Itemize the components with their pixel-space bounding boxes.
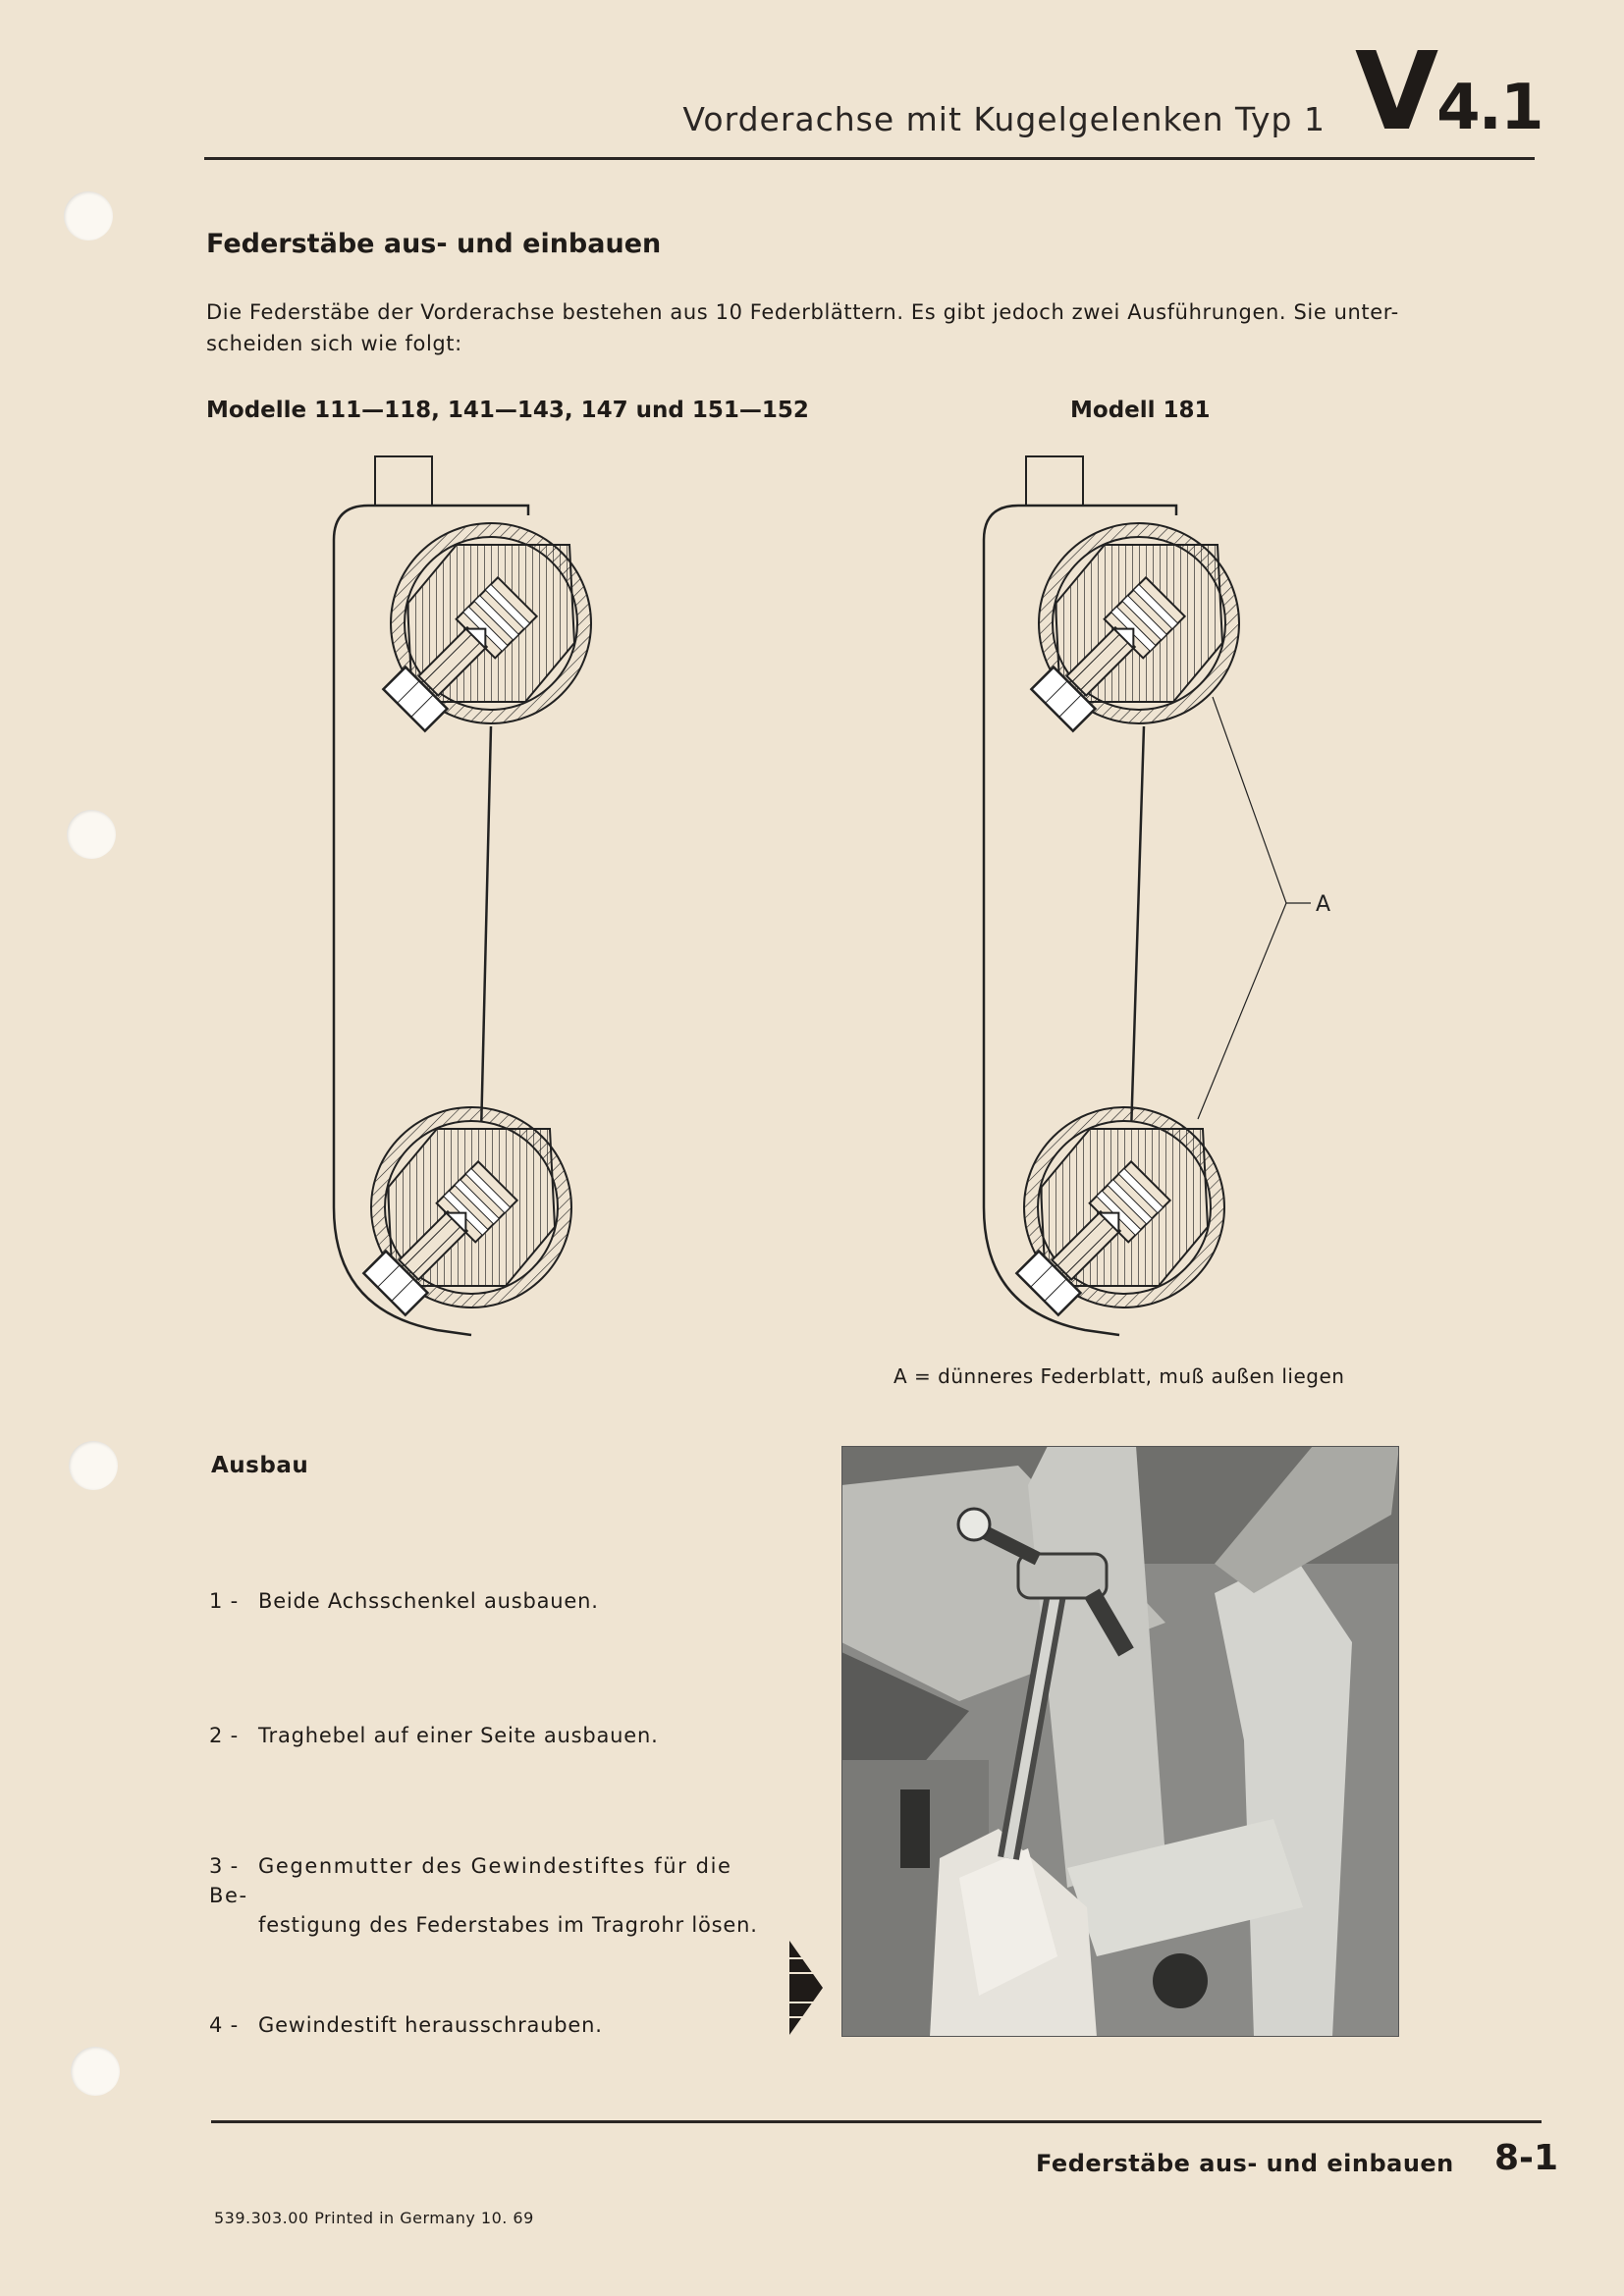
ausbau-heading: Ausbau [211, 1453, 309, 1478]
step-text: Gegenmutter des Gewindestiftes für die Be- [209, 1854, 732, 1907]
step-number: 4 - [209, 2013, 240, 2037]
section-title: Federstäbe aus- und einbauen [206, 229, 662, 259]
arrow-pointer-icon [787, 1939, 827, 2037]
list-item [209, 1721, 779, 1750]
intro-line: scheiden sich wie folgt: [206, 332, 462, 355]
workshop-photo [841, 1446, 1399, 2037]
punch-hole [67, 810, 116, 859]
header-title: Vorderachse mit Kugelgelenken Typ 1 [682, 100, 1326, 138]
page-number: 8-1 [1494, 2138, 1559, 2178]
left-figure-title: Modelle 111—118, 141—143, 147 und 151—152 [206, 398, 809, 423]
section-code-letter: V [1355, 28, 1437, 154]
step-text: Beide Achsschenkel ausbauen. [258, 1589, 599, 1613]
step-text: Traghebel auf einer Seite ausbauen. [258, 1724, 659, 1747]
right-figure-title: Modell 181 [1070, 398, 1211, 423]
list-item [209, 1586, 779, 1616]
step-number: 1 - [209, 1589, 240, 1613]
intro-paragraph [206, 296, 1404, 359]
punch-hole [69, 1441, 118, 1490]
section-code [1355, 28, 1543, 154]
step-text: Gewindestift herausschrauben. [258, 2013, 603, 2037]
step-text-continued: festigung des Federstabes im Tragrohr lösen. [258, 1913, 758, 1937]
punch-hole [64, 191, 113, 240]
intro-line: Die Federstäbe der Vorderachse bestehen aus 10 Federblättern. Es gibt jedoch zwei Ausführungen. Sie unter- [206, 300, 1399, 324]
figure-caption: A = dünneres Federblatt, muß außen liegen [893, 1364, 1345, 1388]
list-item [209, 1851, 779, 1940]
section-code-number: 4.1 [1436, 72, 1543, 144]
footer-rule [211, 2120, 1542, 2123]
print-info: 539.303.00 Printed in Germany 10. 69 [214, 2209, 534, 2227]
diagram-left [334, 456, 591, 1335]
step-number: 3 - [209, 1854, 240, 1878]
step-number: 2 - [209, 1724, 240, 1747]
label-a: A [1316, 892, 1331, 917]
list-item [209, 2010, 779, 2040]
header-rule [204, 157, 1535, 160]
punch-hole [71, 2047, 120, 2096]
diagram-right [984, 456, 1311, 1335]
torsion-bar-diagrams [295, 432, 1375, 1355]
footer-title: Federstäbe aus- und einbauen [1036, 2150, 1454, 2177]
